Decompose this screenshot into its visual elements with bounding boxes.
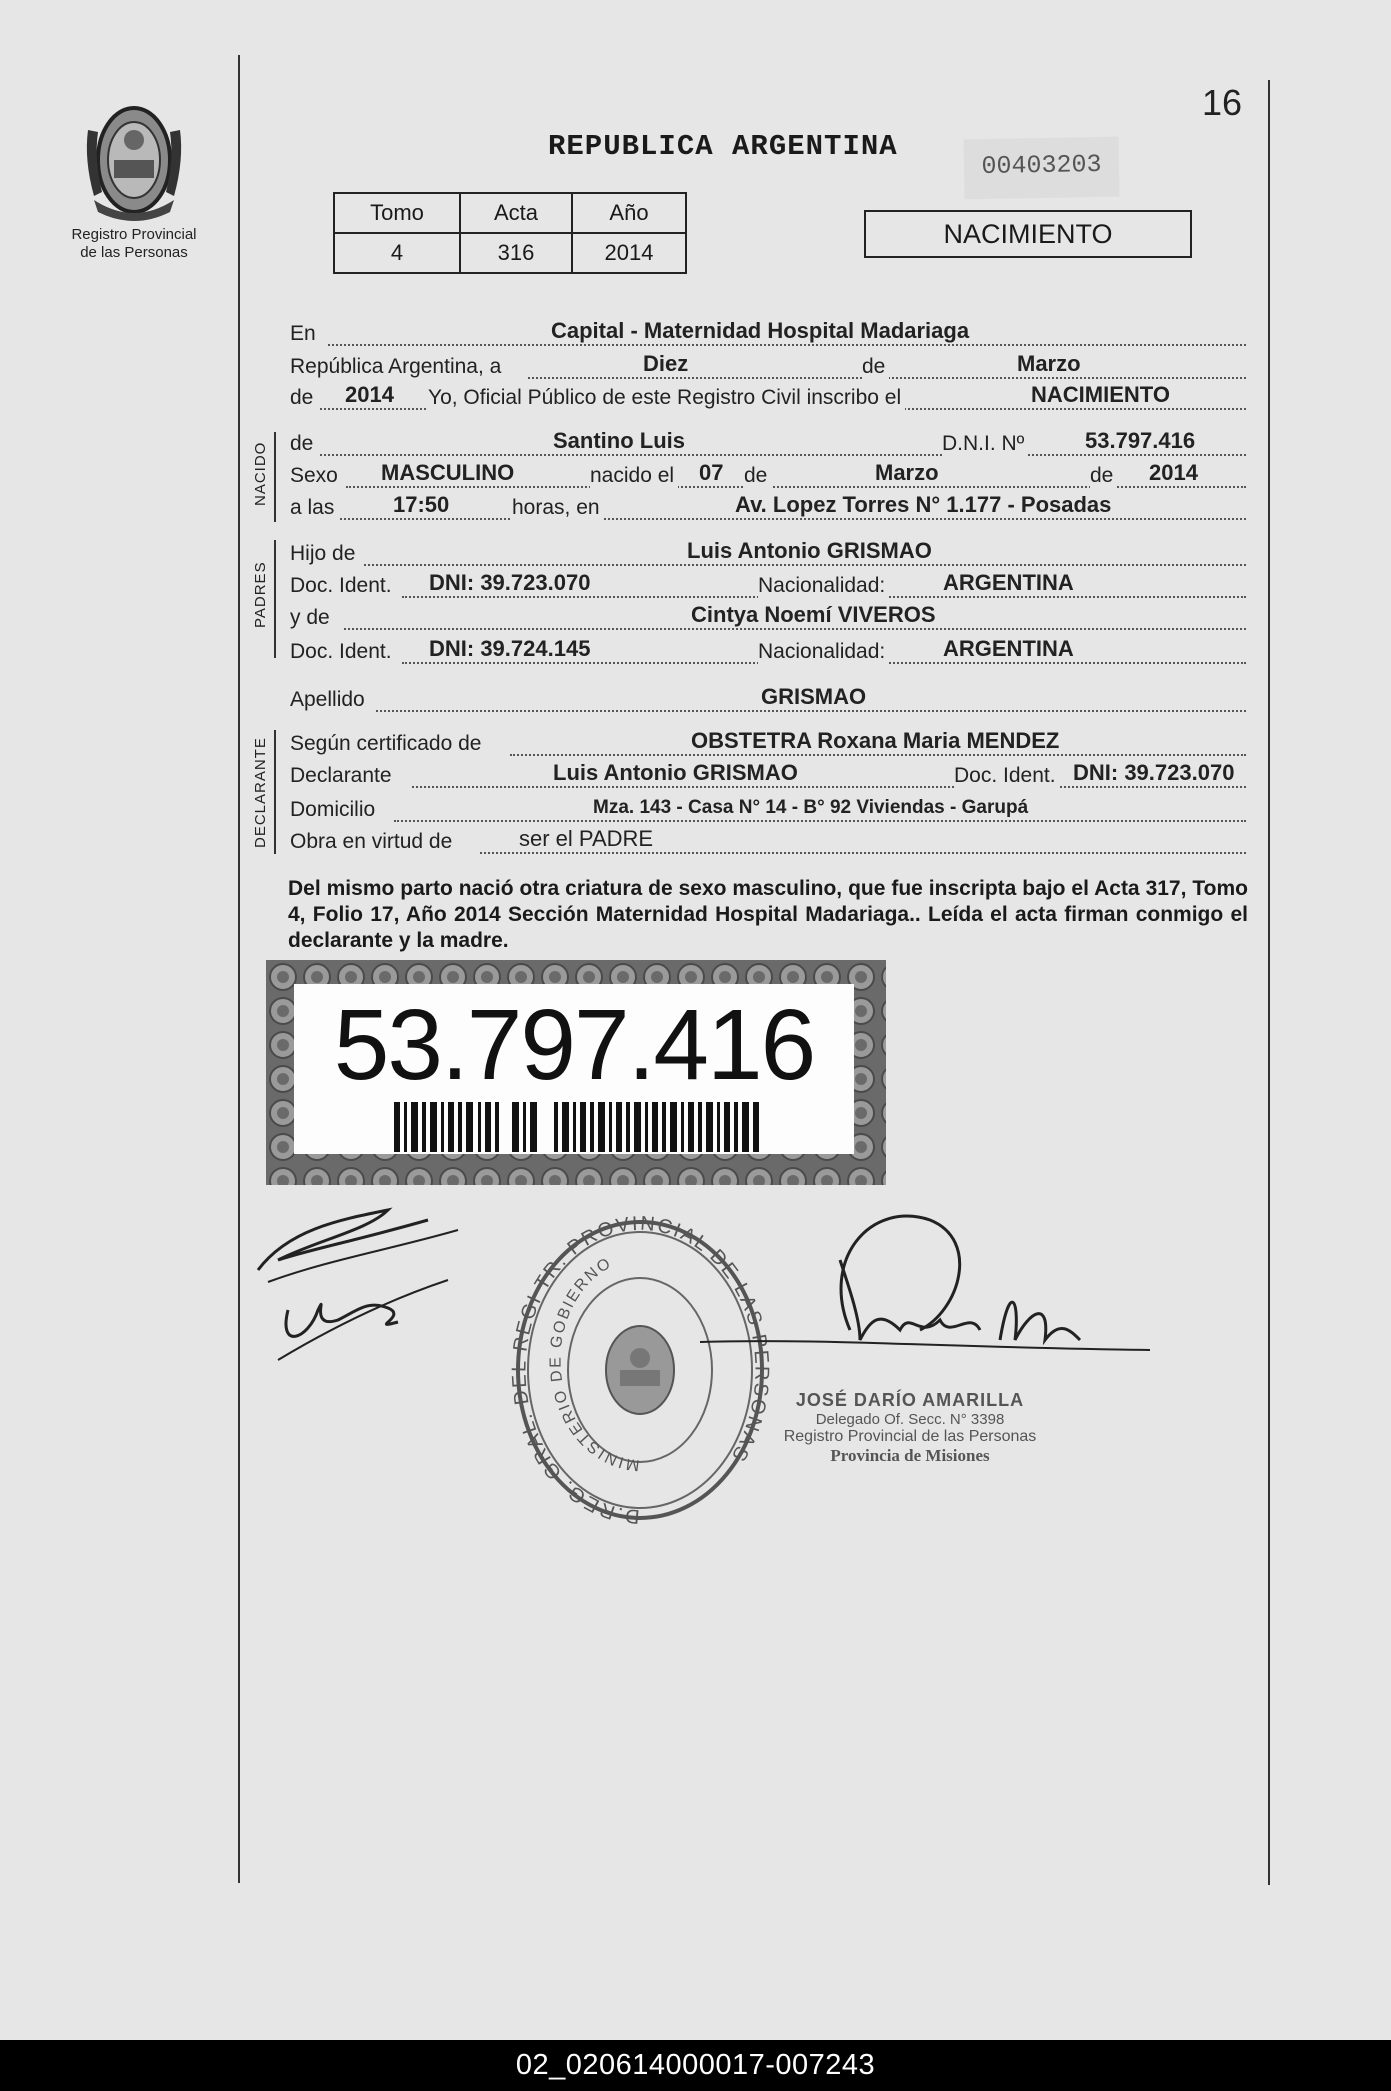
label-domicilio: Domicilio	[290, 798, 379, 822]
left-margin-line	[238, 55, 240, 1883]
side-label-padres: PADRES	[252, 561, 269, 628]
header-anio: Año	[572, 193, 686, 233]
row-name	[290, 428, 1246, 458]
label-nacido-el: nacido el	[590, 464, 678, 488]
value-birth-year: 2014	[1146, 460, 1201, 486]
logo-caption-line2: de las Personas	[80, 244, 188, 261]
page-number: 16	[1202, 82, 1243, 123]
value-father-doc: DNI: 39.723.070	[426, 570, 593, 596]
value-act-type: NACIMIENTO	[1028, 382, 1173, 408]
right-margin-line	[1268, 80, 1270, 1885]
label-y-de: y de	[290, 606, 334, 630]
row-acts-by	[290, 826, 1246, 856]
value-birth-address: Av. Lopez Torres N° 1.177 - Posadas	[732, 492, 1114, 518]
value-birth-time: 17:50	[390, 492, 452, 518]
coat-of-arms-icon	[82, 100, 186, 226]
registry-logo	[64, 100, 204, 262]
label-sexo: Sexo	[290, 464, 342, 488]
value-year: 2014	[342, 382, 397, 408]
label-dni: D.N.I. Nº	[942, 432, 1028, 456]
value-certificate-by: OBSTETRA Roxana Maria MENDEZ	[688, 728, 1062, 754]
value-mother-nationality: ARGENTINA	[940, 636, 1077, 662]
value-anio: 2014	[572, 233, 686, 273]
value-father-nationality: ARGENTINA	[940, 570, 1077, 596]
value-mother-doc: DNI: 39.724.145	[426, 636, 593, 662]
label-de-byear: de	[1090, 464, 1117, 488]
value-address: Mza. 143 - Casa N° 14 - B° 92 Viviendas - Garupá	[590, 797, 1031, 819]
label-hijo-de: Hijo de	[290, 542, 359, 566]
label-doc-ident-declarant: Doc. Ident.	[954, 764, 1060, 788]
row-date	[290, 351, 1246, 381]
dni-sticker-number: 53.797.416	[333, 989, 815, 1101]
official-block	[760, 1390, 1060, 1466]
label-a-las: a las	[290, 496, 338, 520]
side-label-nacido: NACIDO	[252, 441, 269, 506]
value-month: Marzo	[1014, 351, 1084, 377]
value-place: Capital - Maternidad Hospital Madariaga	[548, 318, 972, 344]
header-tomo: Tomo	[334, 193, 460, 233]
declarant-signature	[248, 1190, 478, 1370]
stamp-shield-icon	[606, 1326, 674, 1414]
row-act	[290, 382, 1246, 412]
value-acta: 316	[460, 233, 572, 273]
side-label-declarante: DECLARANTE	[252, 737, 269, 848]
note-paragraph: Del mismo parto nació otra criatura de sexo masculino, que fue inscripta bajo el Acta 317, Tomo 4, Folio 17, Año 2014 Sección Maternidad Hospital Madariaga.. Leída el acta firman conmigo el declarante y la madre.	[288, 877, 1248, 952]
footer-id: 02_020614000017-007243	[0, 2040, 1391, 2091]
label-nacionalidad-mother: Nacionalidad:	[758, 640, 889, 664]
value-birth-day: 07	[696, 460, 726, 486]
label-en: En	[290, 322, 320, 346]
label-de: de	[862, 355, 889, 379]
official-title: Delegado Of. Secc. N° 3398	[815, 1411, 1005, 1428]
value-surname: GRISMAO	[758, 684, 869, 710]
value-declarant-doc: DNI: 39.723.070	[1070, 760, 1237, 786]
header-acta: Acta	[460, 193, 572, 233]
label-apellido: Apellido	[290, 688, 369, 712]
value-birth-month: Marzo	[872, 460, 942, 486]
label-declarante: Declarante	[290, 764, 396, 788]
label-obra: Obra en virtud de	[290, 830, 456, 854]
row-certificate	[290, 728, 1246, 758]
barcode	[394, 1102, 759, 1152]
row-surname	[290, 684, 1246, 714]
record-type-box: NACIMIENTO	[864, 210, 1192, 258]
value-acts-by-virtue: ser el PADRE	[516, 826, 656, 852]
label-oficial: Yo, Oficial Público de este Registro Civil inscribo el	[428, 386, 905, 410]
label-nacionalidad: Nacionalidad:	[758, 574, 889, 598]
value-father-name: Luis Antonio GRISMAO	[684, 538, 935, 564]
row-address	[290, 794, 1246, 824]
value-declarant: Luis Antonio GRISMAO	[550, 760, 801, 786]
value-mother-name: Cintya Noemí VIVEROS	[688, 602, 939, 628]
label-horas: horas, en	[512, 496, 604, 520]
value-name: Santino Luis	[550, 428, 688, 454]
bracket-nacido	[274, 432, 276, 522]
label-doc-ident: Doc. Ident.	[290, 574, 396, 598]
stamp-outer-text: D.REG. GRAL. DEL REGI TR. PROVINCIAL DE LAS P SONAS	[510, 1212, 770, 1528]
value-sex: MASCULINO	[378, 460, 517, 486]
country-title: REPUBLICA ARGENTINA	[548, 130, 898, 163]
label-republica: República Argentina, a	[290, 355, 505, 379]
official-province: Provincia de Misiones	[830, 1446, 990, 1465]
sticker-inner	[294, 984, 854, 1154]
row-time	[290, 492, 1246, 522]
bracket-declarante	[274, 730, 276, 854]
row-declarant	[290, 760, 1246, 790]
row-mother-doc	[290, 636, 1246, 666]
row-father	[290, 538, 1246, 568]
dni-sticker	[266, 960, 886, 1185]
registry-table	[333, 192, 687, 274]
bracket-padres	[274, 540, 276, 658]
value-day: Diez	[640, 351, 691, 377]
label-de-year: de	[290, 386, 317, 410]
row-father-doc	[290, 570, 1246, 600]
official-name: JOSÉ DARÍO AMARILLA	[795, 1390, 1025, 1410]
label-de-bmonth: de	[744, 464, 771, 488]
logo-caption-line1: Registro Provincial	[71, 226, 197, 243]
row-sex	[290, 460, 1246, 490]
serial-number: 00403203	[963, 137, 1119, 200]
label-certificado: Según certificado de	[290, 732, 485, 756]
label-de-name: de	[290, 432, 317, 456]
value-dni: 53.797.416	[1082, 428, 1198, 454]
stamp-inner-text: MINISTERIO DE GOBIERNO	[547, 1254, 641, 1474]
label-doc-ident-mother: Doc. Ident.	[290, 640, 396, 664]
value-tomo: 4	[334, 233, 460, 273]
row-mother	[290, 602, 1246, 632]
official-office: Registro Provincial de las Personas	[783, 1428, 1037, 1445]
row-place	[290, 318, 1246, 348]
official-signature	[700, 1200, 1160, 1420]
